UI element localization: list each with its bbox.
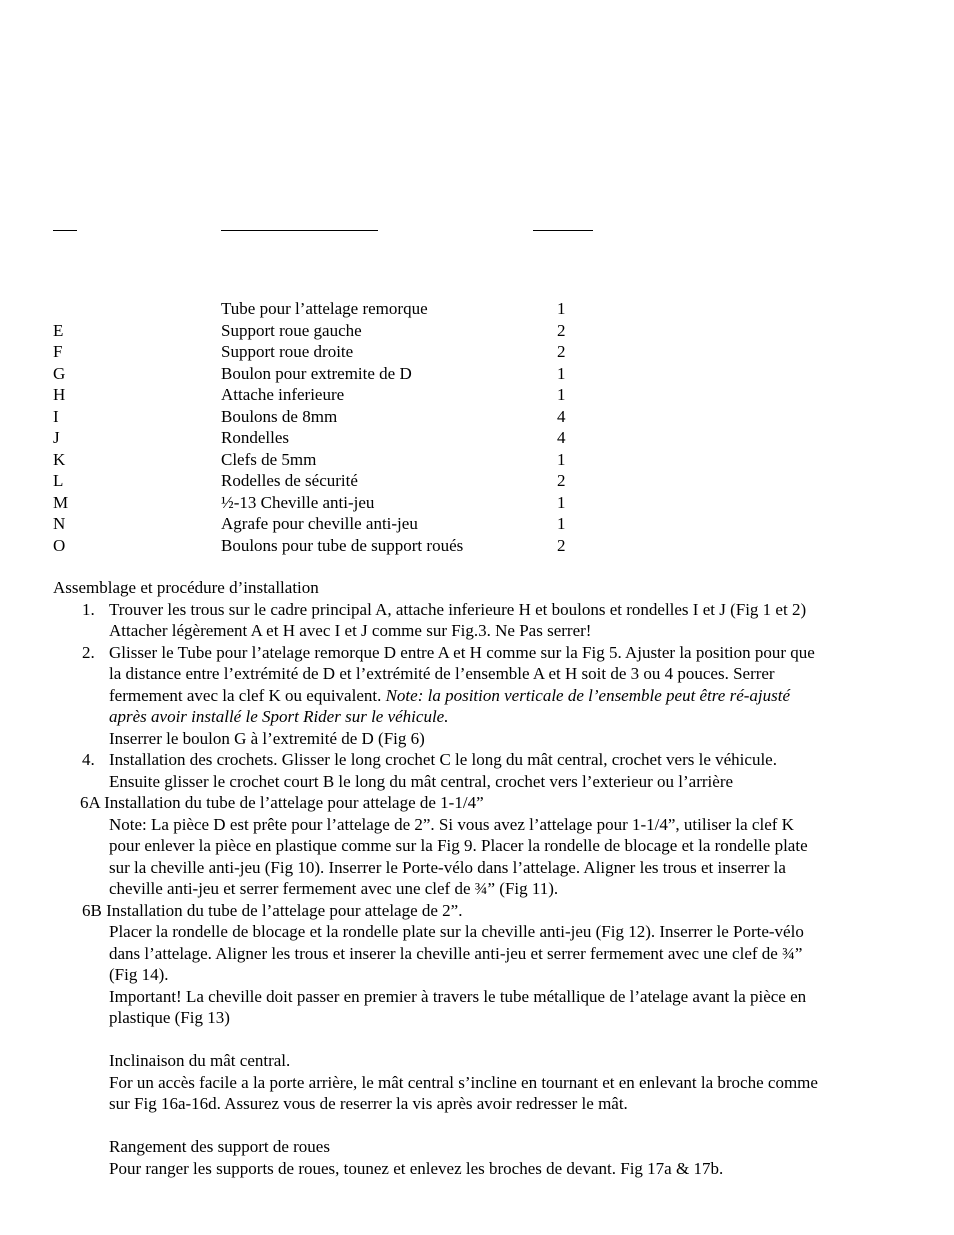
part-quantity: 1 (557, 299, 566, 318)
step-2-text: Inserrer le boulon G à l’extremité de D (Fig 6) (109, 729, 425, 748)
part-quantity: 4 (557, 406, 566, 426)
step-6b-text: dans l’attelage. Aligner les trous et inserer la cheville anti-jeu et serrer fermement avec une clef de ¾” (109, 944, 803, 963)
step-1-number: 1. (82, 600, 95, 619)
step-2-text (109, 685, 790, 707)
part-quantity: 1 (557, 492, 566, 512)
part-description: Attache inferieure (221, 385, 345, 404)
step-2-text: Glisser le Tube pour l’atelage remorque D entre A et H comme sur la Fig 5. Ajuster la position pour que (109, 643, 815, 662)
step-6b-text: Important! La cheville doit passer en premier à travers le tube métallique de l’atelage avant la pièce en (109, 987, 807, 1006)
part-description: Boulon pour extremite de D (221, 363, 412, 383)
tilt-heading: Inclinaison du mât central. (109, 1051, 291, 1070)
part-quantity: 1 (557, 385, 566, 404)
tilt-text: sur Fig 16a-16d. Assurez vous de reserrer la vis après avoir redresser le mât. (109, 1094, 628, 1113)
column-rule-quantity (533, 230, 593, 231)
step-6a-text: sur la cheville anti-jeu (Fig 10). Inserrer le Porte-vélo dans l’attelage. Aligner les trous et inserrer la (109, 858, 786, 877)
column-rule-letter (53, 230, 77, 231)
step-2-text: la distance entre l’extrémité de D et l’extrémité de l’ensemble A et H soit de 3 ou 4 pouces. Serrer (109, 664, 775, 683)
step-6b-heading: 6B Installation du tube de l’attelage pour attelage de 2”. (82, 901, 463, 920)
storage-text: Pour ranger les supports de roues, tounez et enlevez les broches de devant. Fig 17a & 17b. (109, 1159, 724, 1178)
part-description: Clefs de 5mm (221, 449, 317, 469)
step-6a-heading: 6A Installation du tube de l’attelage pour attelage de 1-1/4” (80, 793, 484, 812)
instructions-heading: Assemblage et procédure d’installation (53, 578, 319, 597)
part-description: ½-13 Cheville anti-jeu (221, 492, 375, 512)
step-2-text-plain: fermement avec la clef K ou equivalent. (109, 686, 386, 705)
step-4-text: Ensuite glisser le crochet court B le long du mât central, crochet vers l’exterieur ou l’arrière (109, 772, 734, 791)
part-letter: F (53, 342, 63, 361)
part-quantity: 2 (557, 535, 566, 555)
part-quantity: 1 (557, 363, 566, 383)
part-letter: E (53, 320, 64, 340)
part-description: Support roue gauche (221, 320, 362, 340)
part-letter: J (53, 428, 60, 447)
step-2-note: Note: la position verticale de l’ensemble peut être ré-ajusté (385, 686, 791, 705)
part-letter: L (53, 471, 64, 490)
part-quantity: 1 (557, 514, 566, 533)
part-quantity: 1 (557, 449, 566, 469)
part-description: Agrafe pour cheville anti-jeu (221, 514, 418, 533)
part-letter: I (53, 406, 59, 426)
part-letter: K (53, 449, 66, 469)
part-quantity: 4 (557, 428, 566, 447)
part-description: Rondelles (221, 428, 289, 447)
step-4-text: Installation des crochets. Glisser le long crochet C le long du mât central, crochet vers le véhicule. (109, 750, 777, 769)
part-letter: O (53, 535, 66, 555)
tilt-text: For un accès facile a la porte arrière, le mât central s’incline en tournant et en enlevant la broche comme (109, 1073, 818, 1092)
step-1-text: Trouver les trous sur le cadre principal A, attache inferieure H et boulons et rondelles I et J (Fig 1 et 2) (109, 600, 807, 619)
step-6a-text: Note: La pièce D est prête pour l’attelage de 2”. Si vous avez l’attelage pour 1-1/4”, utiliser la clef K (109, 815, 794, 834)
part-description: Boulons de 8mm (221, 406, 338, 426)
part-description: Rodelles de sécurité (221, 471, 358, 490)
step-1-text: Attacher légèrement A et H avec I et J comme sur Fig.3. Ne Pas serrer! (109, 621, 592, 640)
step-2-note: après avoir installé le Sport Rider sur le véhicule. (109, 707, 449, 726)
step-6b-text: (Fig 14). (109, 965, 169, 984)
column-rule-description (221, 230, 378, 231)
part-quantity: 2 (557, 471, 566, 490)
part-letter: H (53, 385, 66, 404)
part-description: Tube pour l’attelage remorque (221, 299, 428, 318)
part-letter: M (53, 492, 69, 512)
part-quantity: 2 (557, 320, 566, 340)
step-4-number: 4. (82, 750, 95, 769)
storage-heading: Rangement des support de roues (109, 1137, 330, 1156)
part-letter: G (53, 363, 66, 383)
part-letter: N (53, 514, 66, 533)
step-6b-text: plastique (Fig 13) (109, 1008, 230, 1027)
part-description: Boulons pour tube de support roués (221, 535, 464, 555)
step-6b-text: Placer la rondelle de blocage et la rondelle plate sur la cheville anti-jeu (Fig 12). Inserrer le Porte-vélo (109, 922, 804, 941)
step-6a-text: cheville anti-jeu et serrer fermement avec une clef de ¾” (Fig 11). (109, 879, 559, 898)
part-quantity: 2 (557, 342, 566, 361)
step-6a-text: pour enlever la pièce en plastique comme sur la Fig 9. Placer la rondelle de blocage et la rondelle plate (109, 836, 808, 855)
part-description: Support roue droite (221, 342, 354, 361)
step-2-number: 2. (82, 643, 95, 662)
